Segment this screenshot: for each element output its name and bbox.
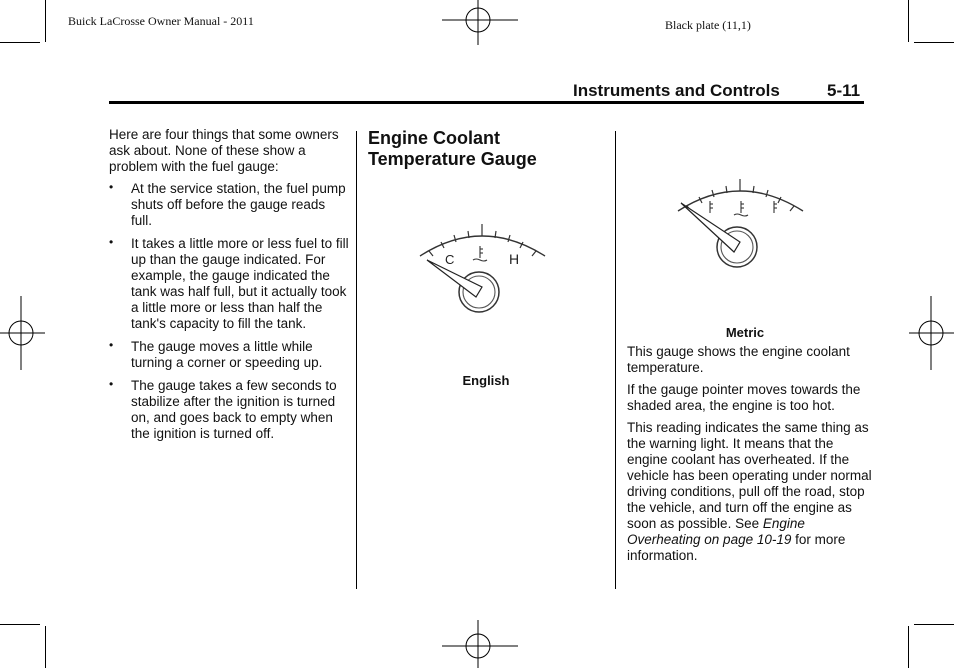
cross-reference-link[interactable]: Engine Overheating on page 10-19 [627,516,805,547]
crop-mark [0,42,40,43]
crop-mark [45,626,46,668]
left-column [109,127,349,449]
list-item: • The gauge takes a few seconds to stabilize after the ignition is turned on, and goes back to empty when the ignition is turned off. [109,377,337,441]
column-divider [615,131,616,589]
page-number: 5-11 [827,81,861,100]
thermometer-icon [710,201,777,216]
paragraph: This reading indicates the same thing as the warning light. It means that the engine coolant has overheated. If the vehicle has been operating under normal driving conditions, pull off the road, stop the vehicle, and turn off the engine as soon as possible. See Engine Overheating on page 10-19 for more information. [627,420,872,563]
section-title: Instruments and Controls [573,81,780,100]
intro-text: Here are four things that some owners ask about. None of these show a problem with the fuel gauge: [109,127,339,174]
bullet-icon: • [109,180,114,194]
bullet-icon: • [109,338,114,352]
list-item: • At the service station, the fuel pump shuts off before the gauge reads full. [109,180,346,228]
bullet-list [109,181,349,442]
registration-mark-top [440,0,520,45]
section-heading: Engine Coolant Temperature Gauge [368,128,537,169]
english-gauge-caption: English [462,373,510,388]
list-item: • It takes a little more or less fuel to fill up than the gauge indicated. For example, the gauge indicated the tank was half full, but it actually took a little more or less than half the tank's capacity to fill the tank. [109,235,349,331]
metric-gauge-illustration [673,173,808,273]
metric-gauge-caption: Metric [725,325,765,340]
crop-mark [45,0,46,42]
crop-mark [914,624,954,625]
cold-label: C [445,252,455,267]
crop-mark [914,42,954,43]
right-column [627,344,872,570]
paragraph: If the gauge pointer moves towards the shaded area, the engine is too hot. [627,382,861,413]
bullet-icon: • [109,377,114,391]
crop-mark [908,0,909,42]
doc-label: Buick LaCrosse Owner Manual - 2011 [68,14,254,28]
registration-mark-left [0,296,45,370]
paragraph: This gauge shows the engine coolant temperature. [627,344,850,375]
list-item: • The gauge moves a little while turning a corner or speeding up. [109,338,323,370]
header-rule [109,101,864,104]
column-divider [356,131,357,589]
plate-label: Black plate (11,1) [665,18,751,32]
hot-label: H [509,251,520,267]
english-gauge-illustration [415,218,550,318]
crop-mark [0,624,40,625]
crop-mark [908,626,909,668]
thermometer-icon [473,246,487,261]
registration-mark-right [909,296,954,370]
registration-mark-bottom [440,620,520,668]
bullet-icon: • [109,235,114,249]
